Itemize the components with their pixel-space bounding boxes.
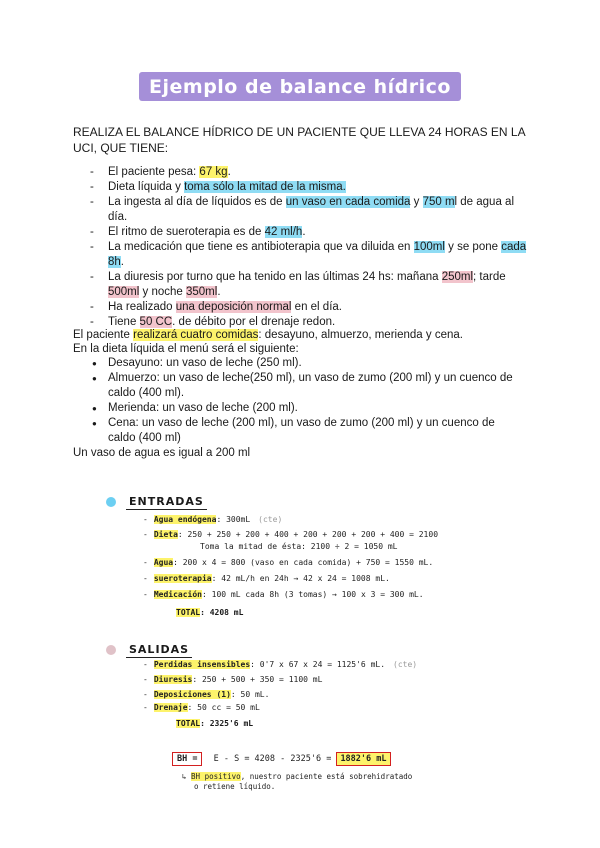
patient-data-item: - La medicación que tiene es antibioterapia que va diluida en 100ml y se pone cada 8h. xyxy=(90,240,530,270)
salidas-header xyxy=(106,642,192,658)
salidas-row: - Diuresis: 250 + 500 + 350 = 1100 mL xyxy=(143,675,323,684)
entradas-row: - Agua: 200 x 4 = 800 (vaso en cada comida) + 750 = 1550 mL. xyxy=(143,558,434,567)
salidas-row: - Perdidas insensibles: 0'7 x 67 x 24 = 1125'6 mL. (cte) xyxy=(143,660,418,669)
entradas-bullet xyxy=(106,497,116,507)
dash-icon: - xyxy=(143,558,148,567)
entradas-header xyxy=(106,494,207,510)
menu-item: ● Merienda: un vaso de leche (200 ml). xyxy=(92,401,522,416)
patient-data-item: - Tiene 50 CC. de débito por el drenaje redon. xyxy=(90,315,530,330)
dash-icon: - xyxy=(143,675,148,684)
dash-icon: - xyxy=(143,574,148,583)
entradas-title: ENTRADAS xyxy=(126,494,207,510)
bh-conclusion: ↳ BH positivo, nuestro paciente está sobrehidratado o retiene líquido. xyxy=(182,772,413,791)
bh-label: BH = xyxy=(172,752,202,766)
patient-data-item: - La ingesta al día de líquidos es de un vaso en cada comida y 750 ml de agua al día. xyxy=(90,195,530,225)
patient-data-item: - La diuresis por turno que ha tenido en las últimas 24 hs: mañana 250ml; tarde 500ml y noche 350ml. xyxy=(90,270,530,300)
intro-text: REALIZA EL BALANCE HÍDRICO DE UN PACIENTE QUE LLEVA 24 HORAS EN LA UCI, QUE TIENE: xyxy=(73,125,525,155)
entradas-row: - sueroterapia: 42 mL/h en 24h → 42 x 24 = 1008 mL. xyxy=(143,574,390,583)
patient-data-item: - El ritmo de sueroterapia es de 42 ml/h. xyxy=(90,225,530,240)
salidas-bullet xyxy=(106,645,116,655)
dash-icon: - xyxy=(143,530,148,539)
bh-result: 1882'6 mL xyxy=(336,752,390,766)
menu-item: ● Almuerzo: un vaso de leche(250 ml), un vaso de zumo (200 ml) y un cuenco de caldo (400 ml). xyxy=(92,371,522,401)
meals-highlight: realizará cuatro comidas xyxy=(133,329,259,341)
dash-icon: - xyxy=(143,703,148,712)
patient-data-list xyxy=(90,165,530,330)
patient-data-item: - El paciente pesa: 67 kg. xyxy=(90,165,530,180)
entradas-row: - Medicación: 100 mL cada 8h (3 tomas) → 100 x 3 = 300 mL. xyxy=(143,590,424,599)
bh-equation xyxy=(172,754,391,764)
dash-icon: - xyxy=(143,660,148,669)
patient-data-item: - Ha realizado una deposición normal en el día. xyxy=(90,300,530,315)
dash-icon: - xyxy=(143,590,148,599)
bh-formula: E - S = 4208 - 2325'6 = xyxy=(213,754,332,764)
title-banner xyxy=(0,72,600,101)
entradas-row: Toma la mitad de ésta: 2100 ÷ 2 = 1050 mL xyxy=(200,542,398,551)
dash-icon: - xyxy=(143,515,148,524)
entradas-total: TOTAL: 4208 mL xyxy=(176,608,244,617)
page-title: Ejemplo de balance hídrico xyxy=(139,72,461,101)
menu-intro: En la dieta líquida el menú será el siguiente: xyxy=(73,343,299,355)
salidas-title: SALIDAS xyxy=(126,642,192,658)
arrow-icon: ↳ xyxy=(182,772,187,781)
menu-list xyxy=(92,356,522,446)
entradas-row: - Agua endógena: 300mL (cte) xyxy=(143,515,283,524)
patient-data-item: - Dieta líquida y toma sólo la mitad de la misma. xyxy=(90,180,530,195)
salidas-row: - Drenaje: 50 cc = 50 mL xyxy=(143,703,260,712)
entradas-row: - Dieta: 250 + 250 + 200 + 400 + 200 + 200 + 200 + 400 = 2100 xyxy=(143,530,439,539)
dash-icon: - xyxy=(143,690,148,699)
salidas-total: TOTAL: 2325'6 mL xyxy=(176,719,254,728)
menu-item: ● Desayuno: un vaso de leche (250 ml). xyxy=(92,356,522,371)
menu-item: ● Cena: un vaso de leche (200 ml), un vaso de zumo (200 ml) y un cuenco de caldo (400 ml) xyxy=(92,416,522,446)
water-note: Un vaso de agua es igual a 200 ml xyxy=(73,447,251,459)
salidas-row: - Deposiciones (1): 50 mL. xyxy=(143,690,270,699)
meals-paragraph: El paciente realizará cuatro comidas: desayuno, almuerzo, merienda y cena. xyxy=(73,329,463,341)
